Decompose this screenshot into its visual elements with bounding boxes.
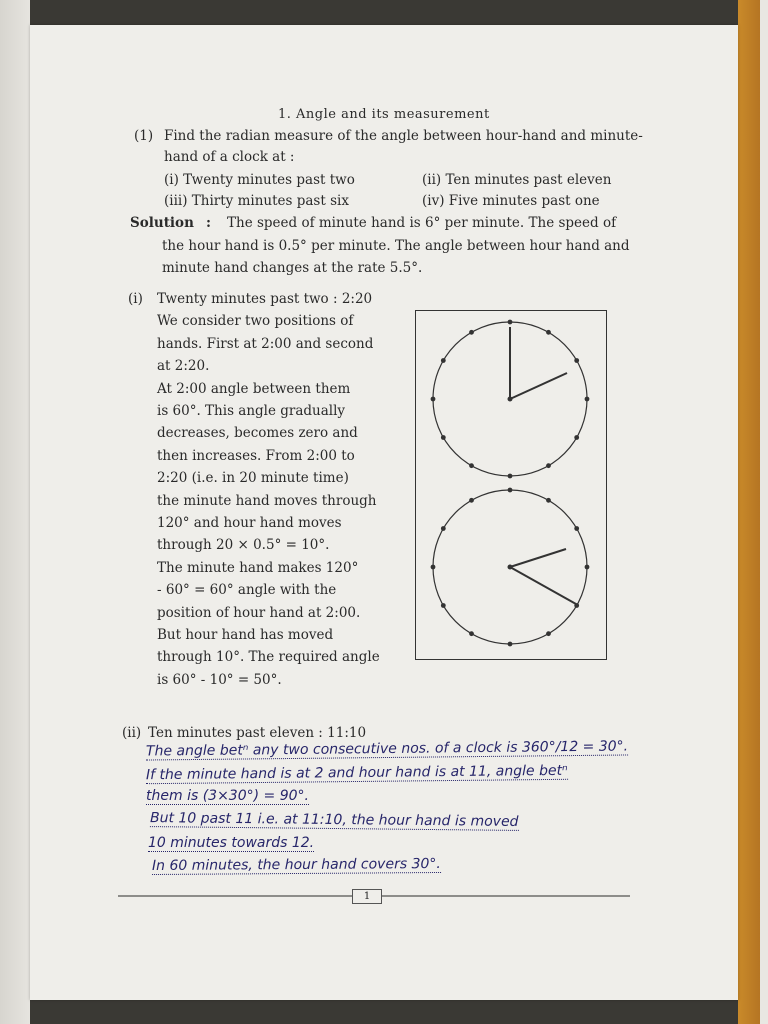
clock-face-2-20 bbox=[431, 488, 590, 647]
part-i-line: decreases, becomes zero and bbox=[157, 425, 358, 442]
hour-dot bbox=[574, 435, 579, 440]
part-i-line: hands. First at 2:00 and second bbox=[157, 335, 374, 352]
hour-dot bbox=[574, 526, 579, 531]
hour-dot bbox=[546, 463, 551, 468]
hour-dot bbox=[431, 565, 436, 570]
part-i-line: At 2:00 angle between them bbox=[157, 380, 351, 397]
hour-dot bbox=[585, 565, 590, 570]
hour-dot bbox=[431, 397, 436, 402]
solution-colon: : bbox=[206, 215, 211, 231]
hour-dot bbox=[508, 474, 513, 479]
clock-center bbox=[508, 565, 513, 570]
hour-dot bbox=[585, 397, 590, 402]
hour-hand bbox=[510, 373, 567, 399]
hour-dot bbox=[469, 631, 474, 636]
part-i-line: through 20 × 0.5° = 10°. bbox=[157, 537, 330, 554]
handwritten-text: 10 minutes towards 12. bbox=[148, 835, 315, 851]
handwritten-line-6 bbox=[152, 856, 441, 874]
part-i-line: Twenty minutes past two : 2:20 bbox=[157, 291, 373, 307]
hour-dot bbox=[546, 330, 551, 335]
handwritten-line-3 bbox=[146, 788, 309, 804]
handwritten-line-2 bbox=[146, 763, 568, 783]
hour-dot bbox=[441, 435, 446, 440]
handwritten-text: If the minute hand is at 2 and hour hand is at 11, angle betⁿ bbox=[145, 762, 568, 784]
part-i-line: - 60° = 60° angle with the bbox=[157, 582, 337, 599]
question-part-iv: (iv) Five minutes past one bbox=[422, 193, 600, 209]
question-number: (1) bbox=[134, 128, 154, 144]
hour-dot bbox=[546, 631, 551, 636]
question-part-i: (i) Twenty minutes past two bbox=[164, 172, 355, 188]
part-i-line: through 10°. The required angle bbox=[157, 649, 380, 666]
handwritten-text: In 60 minutes, the hour hand covers 30°. bbox=[151, 855, 441, 875]
hour-dot bbox=[441, 358, 446, 363]
hour-dot bbox=[441, 603, 446, 608]
page-number: 1 bbox=[352, 889, 382, 904]
part-i-line: 120° and hour hand moves bbox=[157, 515, 342, 531]
page-title: 1. Angle and its measurement bbox=[278, 107, 490, 122]
minute-hand bbox=[510, 567, 576, 604]
hour-hand bbox=[510, 549, 566, 567]
part-i-label: (i) bbox=[128, 291, 143, 307]
question-part-ii: (ii) Ten minutes past eleven bbox=[422, 172, 612, 188]
part-i-line: the minute hand moves through bbox=[157, 492, 377, 509]
part-i-line: 2:20 (i.e. in 20 minute time) bbox=[157, 470, 349, 487]
part-ii-label: (ii) bbox=[122, 725, 142, 741]
question-line-1: Find the radian measure of the angle between hour-hand and minute- bbox=[164, 128, 643, 144]
solution-line-2: the hour hand is 0.5° per minute. The angle between hour hand and bbox=[162, 238, 630, 254]
hour-dot bbox=[469, 330, 474, 335]
hour-dot bbox=[508, 488, 513, 493]
part-i-line: We consider two positions of bbox=[157, 313, 354, 330]
handwritten-text: But 10 past 11 i.e. at 11:10, the hour hand is moved bbox=[149, 810, 519, 830]
solution-label: Solution bbox=[130, 215, 194, 231]
handwritten-line-1 bbox=[146, 738, 628, 759]
part-i-line: at 2:20. bbox=[157, 358, 210, 375]
question-part-iii: (iii) Thirty minutes past six bbox=[164, 193, 349, 209]
part-ii-heading: Ten minutes past eleven : 11:10 bbox=[148, 725, 367, 741]
hour-dot bbox=[546, 498, 551, 503]
hour-dot bbox=[508, 642, 513, 647]
handwritten-text: The angle betⁿ any two consecutive nos. of a clock is 360°/12 = 30°. bbox=[145, 738, 629, 760]
question-line-2: hand of a clock at : bbox=[164, 149, 295, 165]
hour-dot bbox=[469, 463, 474, 468]
part-i-line: position of hour hand at 2:00. bbox=[157, 604, 361, 621]
hour-dot bbox=[469, 498, 474, 503]
solution-line-3: minute hand changes at the rate 5.5°. bbox=[162, 260, 423, 276]
hour-dot bbox=[508, 320, 513, 325]
clock-center bbox=[508, 397, 513, 402]
part-i-line: But hour hand has moved bbox=[157, 627, 334, 643]
hour-dot bbox=[574, 358, 579, 363]
clock-diagram bbox=[416, 311, 606, 659]
part-i-line: The minute hand makes 120° bbox=[157, 559, 359, 576]
solution-line-1: The speed of minute hand is 6° per minute. The speed of bbox=[227, 215, 617, 231]
hour-dot bbox=[441, 526, 446, 531]
clock-face-2-00 bbox=[431, 320, 590, 479]
document-page bbox=[30, 25, 738, 1000]
handwritten-line-4 bbox=[150, 810, 519, 830]
part-i-line: is 60°. This angle gradually bbox=[157, 403, 346, 419]
clock-diagram-box bbox=[415, 310, 607, 660]
handwritten-text: them is (3×30°) = 90°. bbox=[146, 788, 309, 804]
part-i-line: then increases. From 2:00 to bbox=[157, 447, 355, 464]
handwritten-line-5 bbox=[148, 835, 314, 851]
part-i-line: is 60° - 10° = 50°. bbox=[157, 671, 282, 688]
